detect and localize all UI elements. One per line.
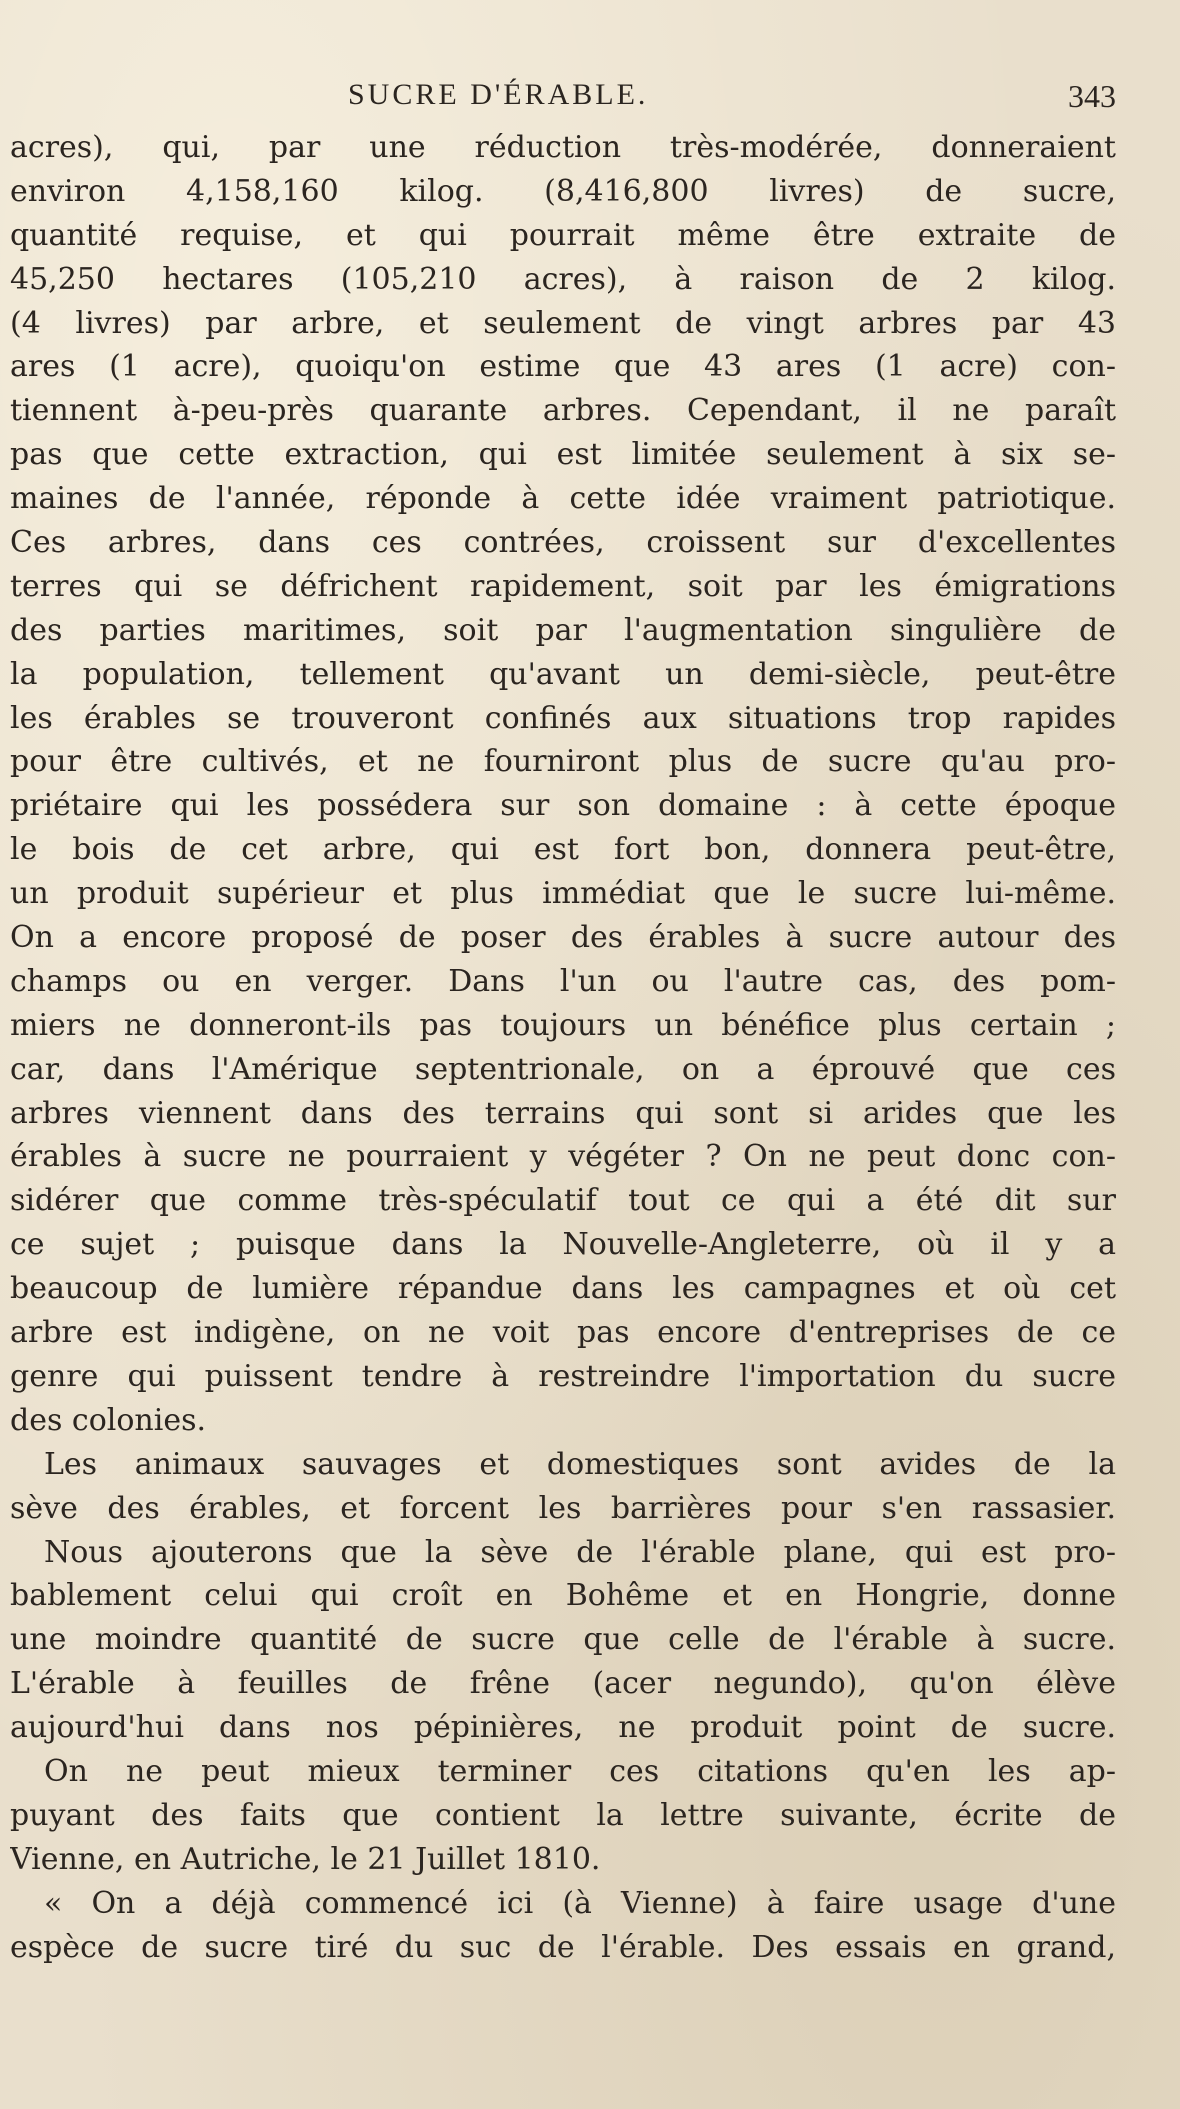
running-head: [10, 78, 1116, 122]
text-line: bablement celui qui croît en Bohême et en Hongrie, donne: [10, 1578, 1116, 1614]
text-line: acres), qui, par une réduction très-modérée, donneraient: [10, 130, 1116, 165]
text-line: priétaire qui les possédera sur son domaine : à cette époque: [10, 788, 1116, 824]
text-line: miers ne donneront-ils pas toujours un bénéfice plus certain ;: [10, 1007, 1116, 1043]
text-line: Les animaux sauvages et domestiques sont avides de la: [44, 1446, 1116, 1482]
text-line: 45,250 hectares (105,210 acres), à raison de 2 kilog.: [10, 261, 1116, 297]
text-line: environ 4,158,160 kilog. (8,416,800 livres) de sucre,: [10, 173, 1116, 209]
text-line: la population, tellement qu'avant un demi-siècle, peut-être: [10, 656, 1116, 692]
text-line: L'érable à feuilles de frêne (acer negundo), qu'on élève: [10, 1666, 1116, 1702]
text-line: Nous ajouterons que la sève de l'érable plane, qui est pro-: [44, 1534, 1116, 1570]
text-line: pas que cette extraction, qui est limitée seulement à six se-: [10, 437, 1116, 473]
text-line: « On a déjà commencé ici (à Vienne) à faire usage d'une: [44, 1885, 1116, 1921]
text-line: pour être cultivés, et ne fourniront plus de sucre qu'au pro-: [10, 744, 1116, 780]
text-line: genre qui puissent tendre à restreindre l'importation du sucre: [10, 1358, 1116, 1394]
text-line: un produit supérieur et plus immédiat que le sucre lui-même.: [10, 876, 1116, 912]
text-line: quantité requise, et qui pourrait même être extraite de: [10, 217, 1116, 253]
text-line: érables à sucre ne pourraient y végéter ? On ne peut donc con-: [10, 1139, 1116, 1175]
text-line: ce sujet ; puisque dans la Nouvelle-Angleterre, où il y a: [10, 1227, 1116, 1263]
text-line: ares (1 acre), quoiqu'on estime que 43 ares (1 acre) con-: [10, 349, 1116, 385]
text-line: car, dans l'Amérique septentrionale, on a éprouvé que ces: [10, 1051, 1116, 1087]
text-line: des colonies.: [10, 1402, 207, 1438]
text-line: (4 livres) par arbre, et seulement de vingt arbres par 43: [10, 305, 1116, 341]
text-line: On ne peut mieux terminer ces citations qu'en les ap-: [44, 1753, 1116, 1789]
running-title: SUCRE D'ÉRABLE.: [348, 78, 649, 111]
text-line: beaucoup de lumière répandue dans les campagnes et où cet: [10, 1271, 1116, 1307]
text-line: sidérer que comme très-spéculatif tout ce qui a été dit sur: [10, 1183, 1116, 1219]
text-line: une moindre quantité de sucre que celle de l'érable à sucre.: [10, 1622, 1116, 1658]
text-line: espèce de sucre tiré du suc de l'érable. Des essais en grand,: [10, 1929, 1116, 1965]
text-line: aujourd'hui dans nos pépinières, ne produit point de sucre.: [10, 1710, 1116, 1746]
text-line: les érables se trouveront confinés aux situations trop rapides: [10, 700, 1116, 736]
text-line: Ces arbres, dans ces contrées, croissent sur d'excellentes: [10, 525, 1116, 561]
text-line: arbres viennent dans des terrains qui sont si arides que les: [10, 1095, 1116, 1131]
text-line: terres qui se défrichent rapidement, soit par les émigrations: [10, 568, 1116, 604]
text-line: arbre est indigène, on ne voit pas encore d'entreprises de ce: [10, 1315, 1116, 1351]
text-line: le bois de cet arbre, qui est fort bon, donnera peut-être,: [10, 832, 1116, 868]
text-line: maines de l'année, réponde à cette idée vraiment patriotique.: [10, 481, 1116, 517]
text-line: des parties maritimes, soit par l'augmentation singulière de: [10, 612, 1116, 648]
text-line: Vienne, en Autriche, le 21 Juillet 1810.: [10, 1841, 601, 1877]
body-text: [10, 126, 1116, 1969]
text-line: On a encore proposé de poser des érables à sucre autour des: [10, 920, 1116, 956]
text-line: tiennent à-peu-près quarante arbres. Cependant, il ne paraît: [10, 393, 1116, 429]
page-number: 343: [1068, 78, 1116, 114]
text-line: puyant des faits que contient la lettre suivante, écrite de: [10, 1797, 1116, 1833]
text-line: sève des érables, et forcent les barrières pour s'en rassasier.: [10, 1490, 1116, 1526]
text-line: champs ou en verger. Dans l'un ou l'autre cas, des pom-: [10, 963, 1116, 999]
